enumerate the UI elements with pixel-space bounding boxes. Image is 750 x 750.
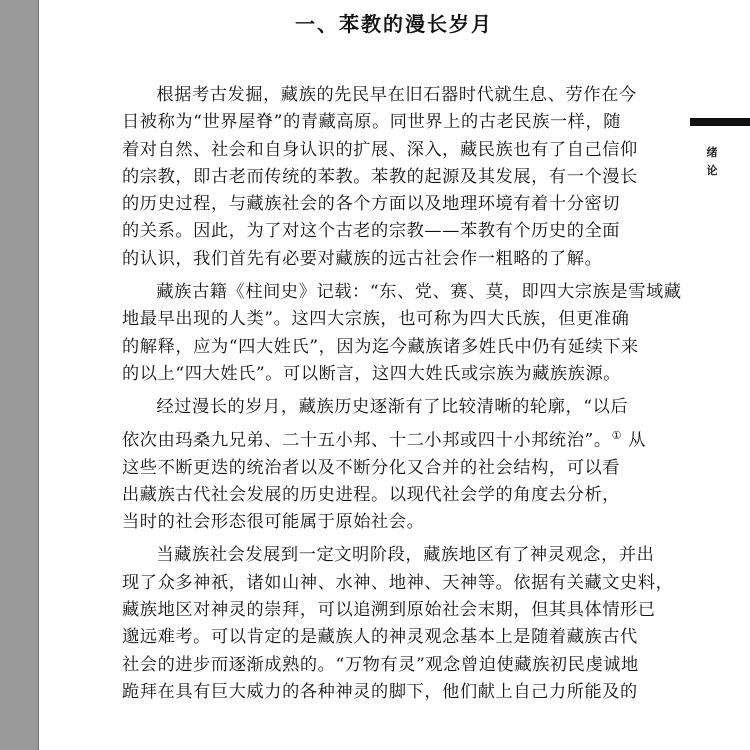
thumb-tab-bar	[690, 118, 750, 126]
text-line: 藏族地区对神灵的崇拜，可以追溯到原始社会末期，但其具体情形已	[122, 600, 656, 621]
paragraph-3	[122, 394, 682, 536]
text-line: 地最早出现的人类”。这四大宗族，也可称为四大氏族，但更准确	[122, 309, 630, 330]
text-line: 邈远难考。可以肯定的是藏族人的神灵观念基本上是随着藏族古代	[122, 627, 638, 648]
text-line: 藏族古籍《柱间史》记载：“东、党、赛、莫，即四大宗族是雪域藏	[156, 282, 682, 303]
text-line: 出藏族古代社会发展的历史进程。以现代社会学的角度去分析，	[122, 484, 621, 505]
text-line: 的历史过程，与藏族社会的各个方面以及地理环境有着十分密切	[122, 194, 621, 215]
text-line: 跪拜在具有巨大威力的各种神灵的脚下，他们献上自己力所能及的	[122, 681, 638, 702]
text-line: 的宗教，即古老而传统的苯教。苯教的起源及其发展，有一个漫长	[122, 166, 638, 187]
thumb-tab-char: 绪	[706, 146, 718, 159]
text-line: 的认识，我们首先有必要对藏族的远古社会作一粗略的了解。	[122, 248, 603, 269]
thumb-tab-label	[705, 144, 719, 180]
text-line-body: 依次由玛桑九兄弟、二十五小邦、十二小邦或四十小邦统治”。	[122, 430, 612, 451]
text-line-tail: 从	[622, 430, 646, 451]
text-line: 经过漫长的岁月，藏族历史逐渐有了比较清晰的轮廓，“以后	[156, 397, 629, 418]
text-line: 这些不断更迭的统治者以及不断分化又合并的社会结构，可以看	[122, 457, 621, 478]
paragraph-4	[122, 542, 682, 706]
text-line: 现了众多神祇，诸如山神、水神、地神、天神等。依据有关藏文史料，	[122, 572, 674, 593]
text-line: 根据考古发掘，藏族的先民早在旧石器时代就生息、劳作在今	[156, 85, 637, 105]
page-edge-line	[38, 0, 39, 750]
text-line: 日被称为“世界屋脊”的青藏高原。同世界上的古老民族一样，随	[122, 112, 622, 133]
footnote-marker: ①	[611, 428, 623, 442]
text-line: 当时的社会形态很可能属于原始社会。	[122, 512, 425, 533]
text-line: 的关系。因此，为了对这个古老的宗教——苯教有个历史的全面	[122, 221, 621, 242]
text-line: 社会的进步而逐渐成熟的。“万物有灵”观念曾迫使藏族初民虔诚地	[122, 654, 639, 675]
text-line: 的解释，应为“四大姓氏”，因为迄今藏族诸多姓氏中仍有延续下来	[122, 336, 639, 357]
text-line: 当藏族社会发展到一定文明阶段，藏族地区有了神灵观念，并出	[156, 545, 655, 566]
paragraph-2	[122, 279, 682, 388]
text-line	[122, 422, 682, 455]
book-page	[38, 0, 750, 750]
body-text	[122, 82, 682, 712]
paragraph-1	[122, 82, 682, 273]
text-line: 着对自然、社会和自身认识的扩展、深入，藏民族也有了自己信仰	[122, 139, 638, 160]
text-line: 的以上“四大姓氏”。可以断言，这四大姓氏或宗族为藏族族源。	[122, 363, 622, 384]
thumb-tab-char: 论	[706, 164, 718, 177]
section-title: 一、苯教的漫长岁月	[295, 12, 493, 36]
